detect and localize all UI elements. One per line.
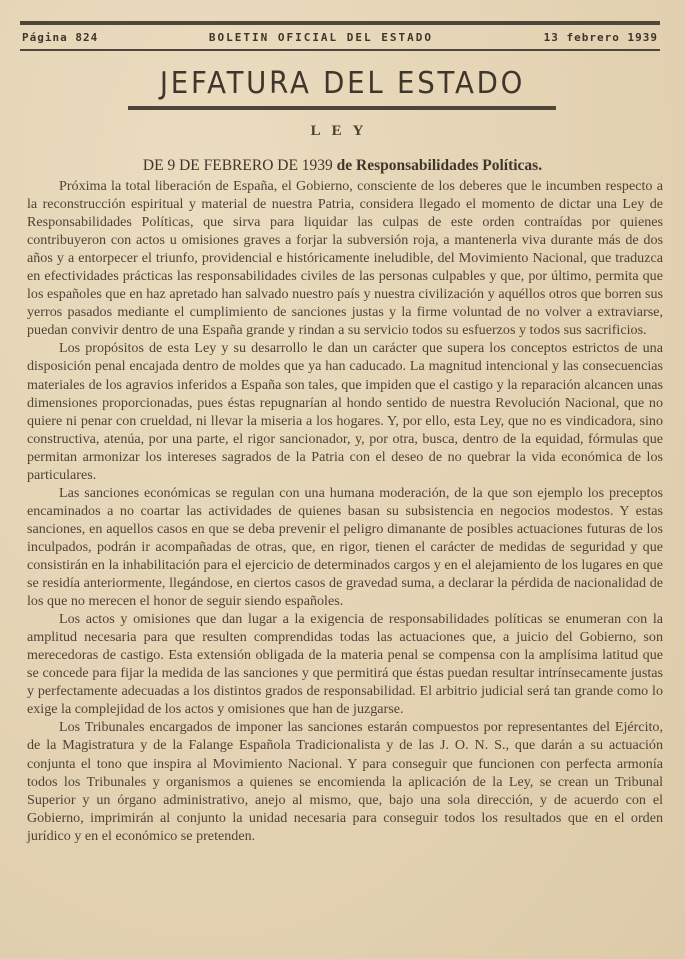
header-top-rule (20, 21, 660, 25)
document-type: LEY (310, 123, 375, 139)
running-header (22, 29, 658, 45)
law-subtitle (0, 157, 685, 175)
paragraph: Las sanciones económicas se regulan con una humana moderación, de la que son ejemplo los preceptos encaminados a no coartar las actividades de quienes basan su subsistencia en negocios modestos. Y estas sanciones, en aquellos casos en que se deba prevenir el peligro dimanante de posibles actuaciones futuras de los inculpados, podrán ir acompañadas de otras, que, en rigor, tienen el carácter de medidas de seguridad y que consistirán en la inhabilitación para el ejercicio de determinados cargos y en el alejamiento de los lugares en que se residía anteriormente, llegándose, en ciertos casos de gravedad suma, a declarar la pérdida de nacionalidad de los que no merecen el honor de seguir siendo españoles. (27, 484, 663, 610)
paragraph: Los actos y omisiones que dan lugar a la exigencia de responsabilidades políticas se enumeran con la amplitud necesaria para que resulten comprendidas todas las actuaciones que, a juicio del Gobierno, son merecedoras de castigo. Esta extensión obligada de la materia penal se compensa con la amplísima latitud que se concede para fijar la medida de las sanciones y que permitirá que éstas puedan resultar intrínsecamente justas y perfectamente adecuadas a los distintos grados de responsabilidad. El arbitrio judicial será tan grande como lo exige la complejidad de los actos y omisiones que han de juzgarse. (27, 611, 663, 718)
section-title: JEFATURA DEL ESTADO (159, 66, 526, 101)
title-rule (128, 106, 556, 110)
preamble-body (27, 177, 663, 845)
law-subject: de Responsabilidades Políticas. (336, 157, 543, 174)
paragraph: Próxima la total liberación de España, el Gobierno, consciente de los deberes que le incumben respecto a la reconstrucción espiritual y material de nuestra Patria, considera llegado el momento de dictar una Ley de Responsabilidades Políticas, que sirva para liquidar las culpas de este orden contraídas por quienes contribuyeron con actos u omisiones graves a forjar la subversión roja, a mantenerla viva durante más de dos años y a entorpecer el triunfo, providencial e históricamente ineludible, del Movimiento Nacional, que traduzca en efectividades prácticas las responsabilidades civiles de las personas culpables y que, por último, permita que los españoles que en haz apretado han salvado nuestro país y nuestra civilización y aquéllos otros que borren sus yerros pasados mediante el cumplimiento de sanciones justas y la firme voluntad de no volver a extraviarse, puedan convivir dentro de una España grande y rindan a su servicio todos su esfuerzos y todos sus sacrificios. (27, 178, 663, 339)
page-number: Página 824 (22, 30, 99, 44)
header-bottom-rule (20, 49, 660, 51)
publication-name: BOLETIN OFICIAL DEL ESTADO (208, 30, 434, 44)
paragraph: Los Tribunales encargados de imponer las sanciones estarán compuestos por representantes del Ejército, de la Magistratura y de la Falange Española Tradicionalista y de las J. O. N. S., que darán a su actuación conjunta el tono que inspira al Movimiento Nacional. Y para conseguir que funcionen con perfecta armonía todos los Tribunales y organismos a quienes se encomienda la aplicación de la Ley, se crean un Tribunal Superior y un órgano administrativo, anejo al mismo, que, bajo una sola dirección, y de acuerdo con el Gobierno, imprimirán al conjunto la unidad necesaria para conseguir todos los resultados que en el orden jurídico y en el económico se pretenden. (27, 719, 663, 844)
paragraph: Los propósitos de esta Ley y su desarrollo le dan un carácter que supera los conceptos estrictos de una disposición penal encajada dentro de moldes que ya han caducado. La magnitud intencional y las consecuencias materiales de los agravios inferidos a España son tales, que impiden que el castigo y la reparación alcancen unas dimensiones proporcionadas, pues éstas repugnarían al hondo sentido de nuestra Revolución Nacional, que no quiere ni penar con crueldad, ni llevar la miseria a los hogares. Y, por ello, esta Ley, que no es vindicadora, sino constructiva, atenúa, por una parte, el rigor sancionador, y, por otra, busca, dentro de la equidad, fórmulas que permitan armonizar los intereses sagrados de la Patria con el deseo de no quebrar la vida económica de los particulares. (27, 340, 663, 483)
publication-date: 13 febrero 1939 (543, 30, 658, 44)
law-date: DE 9 DE FEBRERO DE 1939 (142, 157, 333, 174)
